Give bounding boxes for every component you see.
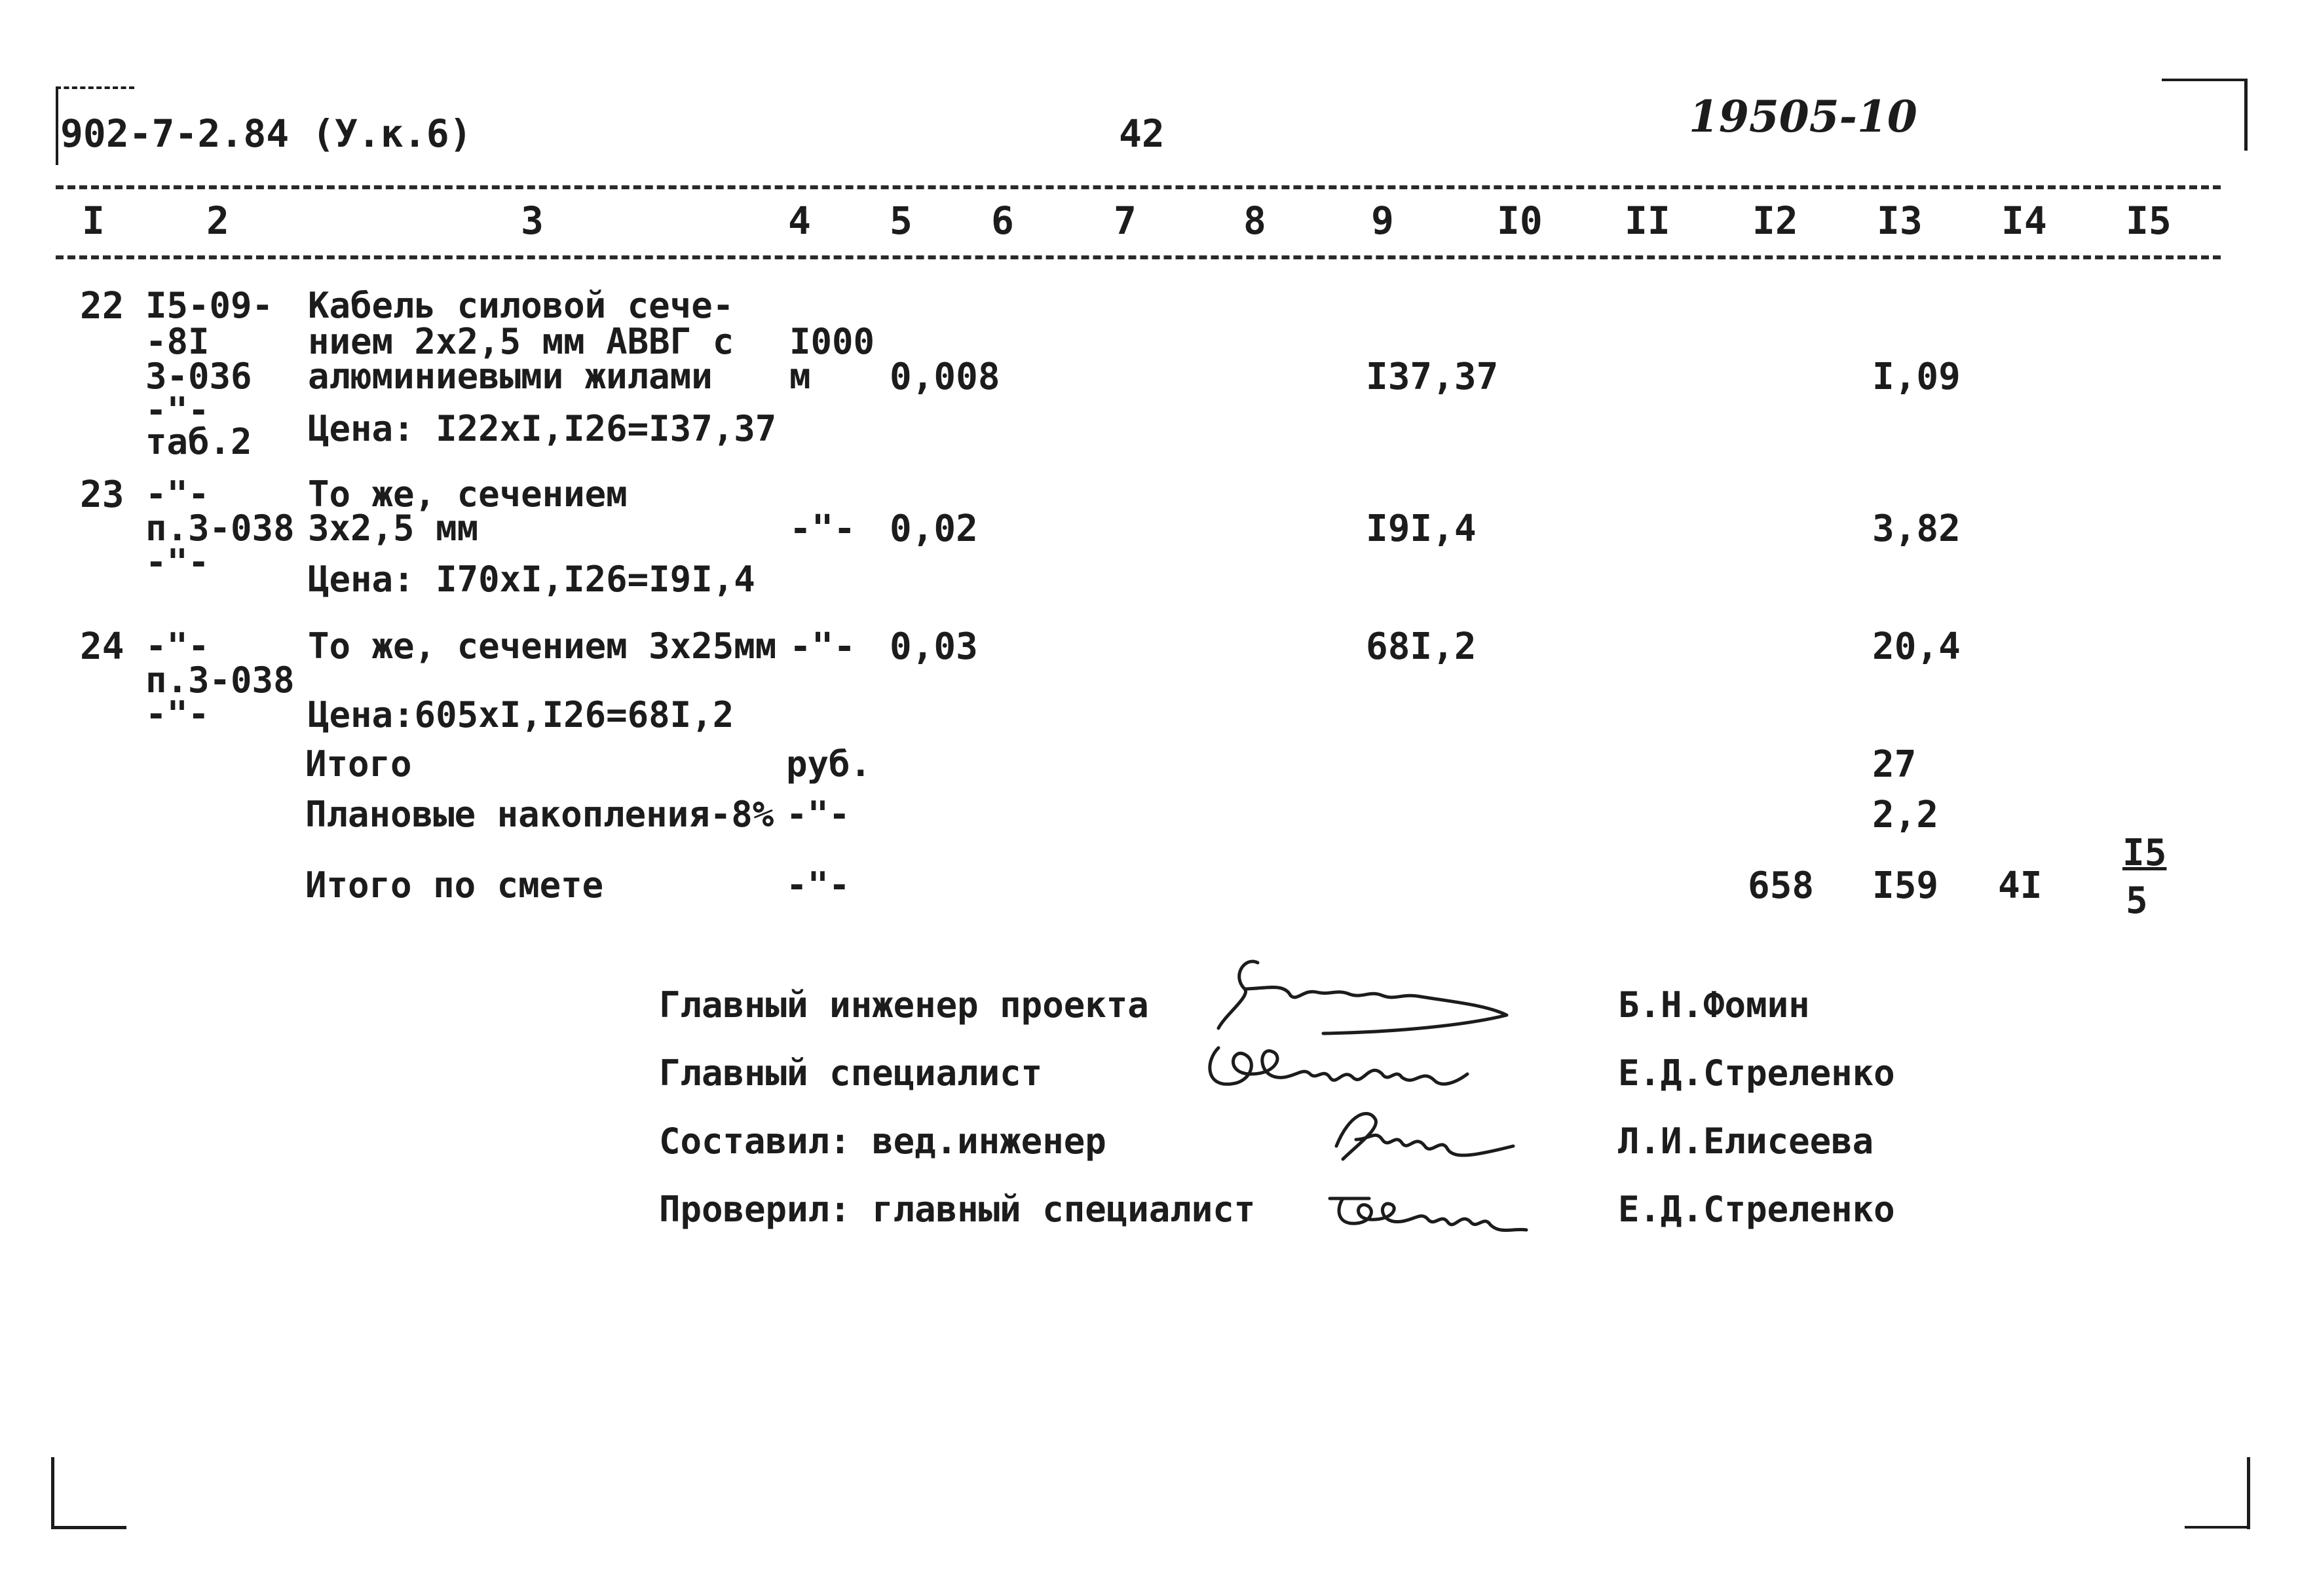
row-code-line: 3-036 [145, 356, 252, 397]
row-unit: -"- [789, 625, 856, 668]
total-col13: 2,2 [1872, 794, 1939, 836]
table-header-bottom-rule [56, 255, 2221, 259]
cell-col9: I37,37 [1366, 356, 1499, 398]
row-code-line: I5-09- [145, 285, 274, 326]
column-header: I0 [1497, 198, 1543, 243]
cell-col5: 0,03 [890, 625, 978, 668]
cell-col5: 0,02 [890, 508, 978, 550]
column-header: 3 [521, 198, 544, 243]
table-header-top-rule [56, 185, 2221, 189]
row-unit: м [789, 356, 811, 397]
row-description-line: То же, сечением 3х25мм [308, 625, 777, 667]
row-description-line: Кабель силовой сече- [308, 285, 734, 326]
signature-role: Составил: вед.инженер [659, 1121, 1106, 1162]
corner-mark-top-right-v [2244, 79, 2248, 151]
corner-mark-bottom-right-h [2185, 1526, 2250, 1529]
row-number: 22 [80, 285, 124, 327]
column-header: II [1625, 198, 1670, 243]
row-code-line: -"- [145, 473, 210, 515]
row-code-line: -"- [145, 625, 210, 667]
signature-role: Проверил: главный специалист [659, 1189, 1256, 1230]
row-quantity: I000 [789, 321, 875, 362]
total-col12: 658 [1748, 864, 1815, 907]
corner-mark-top-left [56, 86, 58, 165]
total-col15-denominator: 5 [2126, 880, 2148, 922]
total-label: Итого по смете [305, 864, 604, 906]
row-code-line: п.3-038 [145, 508, 295, 549]
row-price: Цена: I22хI,I26=I37,37 [308, 408, 777, 449]
page-number: 42 [1119, 111, 1165, 156]
column-header: 8 [1243, 198, 1266, 243]
signature-role: Главный специалист [659, 1052, 1043, 1094]
row-code-line: -"- [145, 694, 210, 735]
row-code-line: -"- [145, 390, 210, 431]
total-label: Плановые накопления-8% [305, 794, 774, 835]
column-header: 4 [788, 198, 811, 243]
column-header: 2 [206, 198, 229, 243]
row-unit: -"- [789, 508, 856, 550]
handwritten-signature-chief-specialist [1192, 1022, 1533, 1107]
corner-mark-top-left-h [56, 86, 134, 92]
row-price: Цена:605хI,I26=68I,2 [308, 694, 734, 735]
column-header: 7 [1114, 198, 1137, 243]
signature-name: Е.Д.Стреленко [1618, 1189, 1895, 1230]
total-col13: 27 [1872, 743, 1917, 786]
cell-col13: 20,4 [1872, 625, 1961, 668]
signature-role: Главный инженер проекта [659, 984, 1149, 1026]
cell-col9: I9I,4 [1366, 508, 1477, 550]
total-col13: I59 [1872, 864, 1939, 907]
column-header: 9 [1371, 198, 1394, 243]
total-col15-numerator: I5 [2122, 832, 2167, 874]
row-code-line: таб.2 [145, 421, 252, 462]
row-description-line: 3х2,5 мм [308, 508, 479, 549]
cell-col13: I,09 [1872, 356, 1961, 398]
row-price: Цена: I70хI,I26=I9I,4 [308, 559, 755, 600]
row-description-line: нием 2х2,5 мм АВВГ с [308, 321, 734, 362]
total-col14: 4I [1998, 864, 2043, 907]
signature-name: Б.Н.Фомин [1618, 984, 1810, 1026]
total-unit: -"- [786, 794, 850, 835]
row-number: 23 [80, 473, 124, 516]
corner-mark-bottom-left [51, 1457, 54, 1529]
total-label: Итого [305, 743, 412, 785]
total-unit: -"- [786, 864, 850, 906]
column-header: 6 [991, 198, 1014, 243]
row-number: 24 [80, 625, 124, 668]
corner-mark-top-right [2162, 79, 2247, 81]
row-description-line: То же, сечением [308, 473, 628, 515]
signature-name: Л.И.Елисеева [1618, 1121, 1874, 1162]
column-header: I [82, 198, 105, 243]
total-unit: руб. [786, 743, 872, 785]
archive-number: 19505-10 [1689, 91, 1917, 142]
row-code-line: -8I [145, 321, 210, 362]
column-header: 5 [890, 198, 913, 243]
corner-mark-bottom-left-h [51, 1526, 126, 1529]
column-header: I3 [1877, 198, 1923, 243]
cell-col5: 0,008 [890, 356, 1000, 398]
column-header: I4 [2001, 198, 2047, 243]
signature-name: Е.Д.Стреленко [1618, 1052, 1895, 1094]
row-code-line: -"- [145, 542, 210, 583]
handwritten-signature-checker [1317, 1172, 1539, 1244]
column-header: I2 [1752, 198, 1798, 243]
row-code-line: п.3-038 [145, 659, 295, 701]
cell-col9: 68I,2 [1366, 625, 1477, 668]
column-header: I5 [2126, 198, 2172, 243]
row-description-line: алюминиевыми жилами [308, 356, 713, 397]
document-code: 902-7-2.84 (У.к.6) [60, 111, 472, 156]
corner-mark-bottom-right [2247, 1457, 2250, 1529]
cell-col13: 3,82 [1872, 508, 1961, 550]
handwritten-signature-compiler [1317, 1100, 1533, 1172]
